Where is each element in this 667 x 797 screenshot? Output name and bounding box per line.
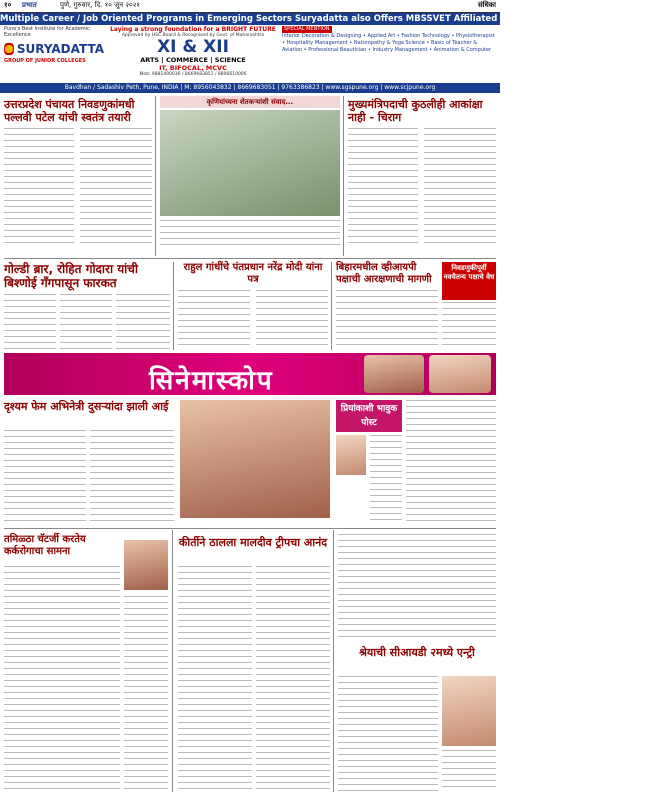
ad-courses (282, 26, 496, 82)
article-kicker-box (160, 96, 340, 108)
article-body (4, 430, 86, 525)
article-headline: दृश्यम फेम अभिनेत्री दुसऱ्यांदा झाली आई (4, 400, 169, 413)
article-body (4, 128, 74, 248)
ad-tagline: Laying a strong foundation for a BRIGHT FUTURE (110, 26, 276, 33)
article-headline: मुख्यमंत्रिपदाची कुठलीही आकांक्षा नाही - चिराग (348, 98, 483, 124)
column-divider (331, 262, 332, 350)
article-body (256, 566, 330, 792)
article-headline: बिहारमधील व्हीआयपी पक्षाची आरक्षणाची मागणी (336, 262, 432, 285)
article-body (256, 290, 328, 350)
article-headline: कीर्तीने ठालला मालदीव ट्रीपचा आनंद (178, 536, 328, 549)
ad-phones: Mob: 9881490036 / 8669683851 / 8806610006 (139, 72, 247, 77)
article-body (348, 128, 418, 248)
news-photo (160, 110, 340, 216)
column-divider (343, 96, 344, 256)
ad-logo-tagline: Pune's Best Institute for Academic Excellence (4, 26, 90, 38)
section-divider (4, 258, 496, 259)
ad-special: IT, BIFOCAL, MCVC (159, 64, 227, 72)
column-divider (333, 530, 334, 792)
column-divider (172, 530, 173, 792)
ad-approval: Approved by HSC Board & Recognised by Govt. of Maharashtra (121, 33, 265, 38)
actress-photo (180, 400, 330, 518)
sun-logo-icon (4, 40, 14, 58)
ad-course-list: Interior Decoration & Designing • Applied Art • Fashion Technology • Physiotherapist • Hospitality Management • Naturopathy & Yoga Science • Basic of Teacher & Aviation • Professional Beautician • Industry Management • Animation & Computer (282, 33, 495, 53)
page-number: १० (4, 1, 12, 9)
photo-caption (160, 220, 340, 248)
ad-classes: XI & XII (157, 37, 229, 57)
article-body (80, 128, 152, 248)
actress-photo (364, 355, 424, 393)
article-headline: उत्तरप्रदेश पंचायत निवडणुकांमधी पल्लवी पटेल यांची स्वतंत्र तयारी (4, 98, 135, 124)
actress-photo (442, 676, 496, 746)
article-kicker: कृणियांच्यना शेतकऱ्यांशी संवाद... (206, 98, 294, 106)
article-body (4, 566, 120, 792)
page-header (0, 0, 500, 13)
article-body (442, 750, 496, 792)
article-body (338, 534, 496, 642)
ad-strip: Multiple Career / Job Oriented Programs in Emerging Sectors Suryadatta also Offers MBSSVET Affiliated Diploma After X (Equivalent to XII) (0, 14, 667, 24)
article-headline-box: प्रियांकाशी भावुक पोस्ट (336, 400, 402, 432)
article-body (370, 435, 402, 525)
article-body (178, 566, 252, 792)
article-body (116, 294, 170, 350)
article-body (60, 294, 112, 350)
actress-photo (429, 355, 491, 393)
highlight-box: निवडणुकीपूर्वी नवचैतन्य पक्षाचे वेध (442, 262, 496, 300)
article-body (4, 294, 56, 350)
article-headline: राहुल गांधींचे पंतप्रधान नरेंद्र मोदी यांना पत्र (183, 262, 323, 285)
column-divider (173, 262, 174, 350)
ad-special-badge: SPECIAL MENTION (284, 26, 330, 32)
actress-photo (124, 540, 168, 590)
actress-photo (336, 435, 366, 475)
section-name: संधिका (477, 1, 496, 9)
article-body (178, 290, 250, 350)
cinema-title: सिनेमास्कोप (149, 366, 274, 396)
column-divider (155, 96, 156, 256)
article-body (90, 430, 174, 525)
article-headline: तमिळ्ठा चॅटर्जी करतेय कर्करोगाचा सामना (4, 534, 86, 557)
ad-center (108, 26, 278, 82)
issue-meta: पुणे, गुरुवार, दि. १० जून २०२१ (60, 1, 140, 9)
ad-brand: SURYADATTA (16, 42, 104, 56)
article-headline: गोल्डी ब्रार, रोहित गोदारा यांची बिश्णोई गँगपासून फारकत (4, 262, 139, 290)
article-body (442, 302, 496, 350)
cinema-banner (4, 353, 496, 395)
paper-name: प्रभात (22, 1, 37, 9)
article-body (338, 676, 438, 792)
article-body (424, 128, 496, 248)
ad-logo (4, 26, 104, 82)
section-divider (4, 528, 496, 529)
article-body (124, 596, 168, 792)
article-body (336, 290, 438, 350)
article-body (406, 400, 496, 525)
article-headline: श्रेयाची सीआयडी २मध्ये एन्ट्री (359, 646, 475, 659)
ad-address: Bavdhan / Sadashiv Peth, Pune, INDIA | M: 8956043832 | 8669683051 | 9763386823 | www.sgspune.org | www.scjpune.org (0, 83, 500, 93)
ad-brand-sub: GROUP OF JUNIOR COLLEGES (4, 58, 86, 64)
ad-streams: ARTS | COMMERCE | SCIENCE (140, 56, 246, 64)
